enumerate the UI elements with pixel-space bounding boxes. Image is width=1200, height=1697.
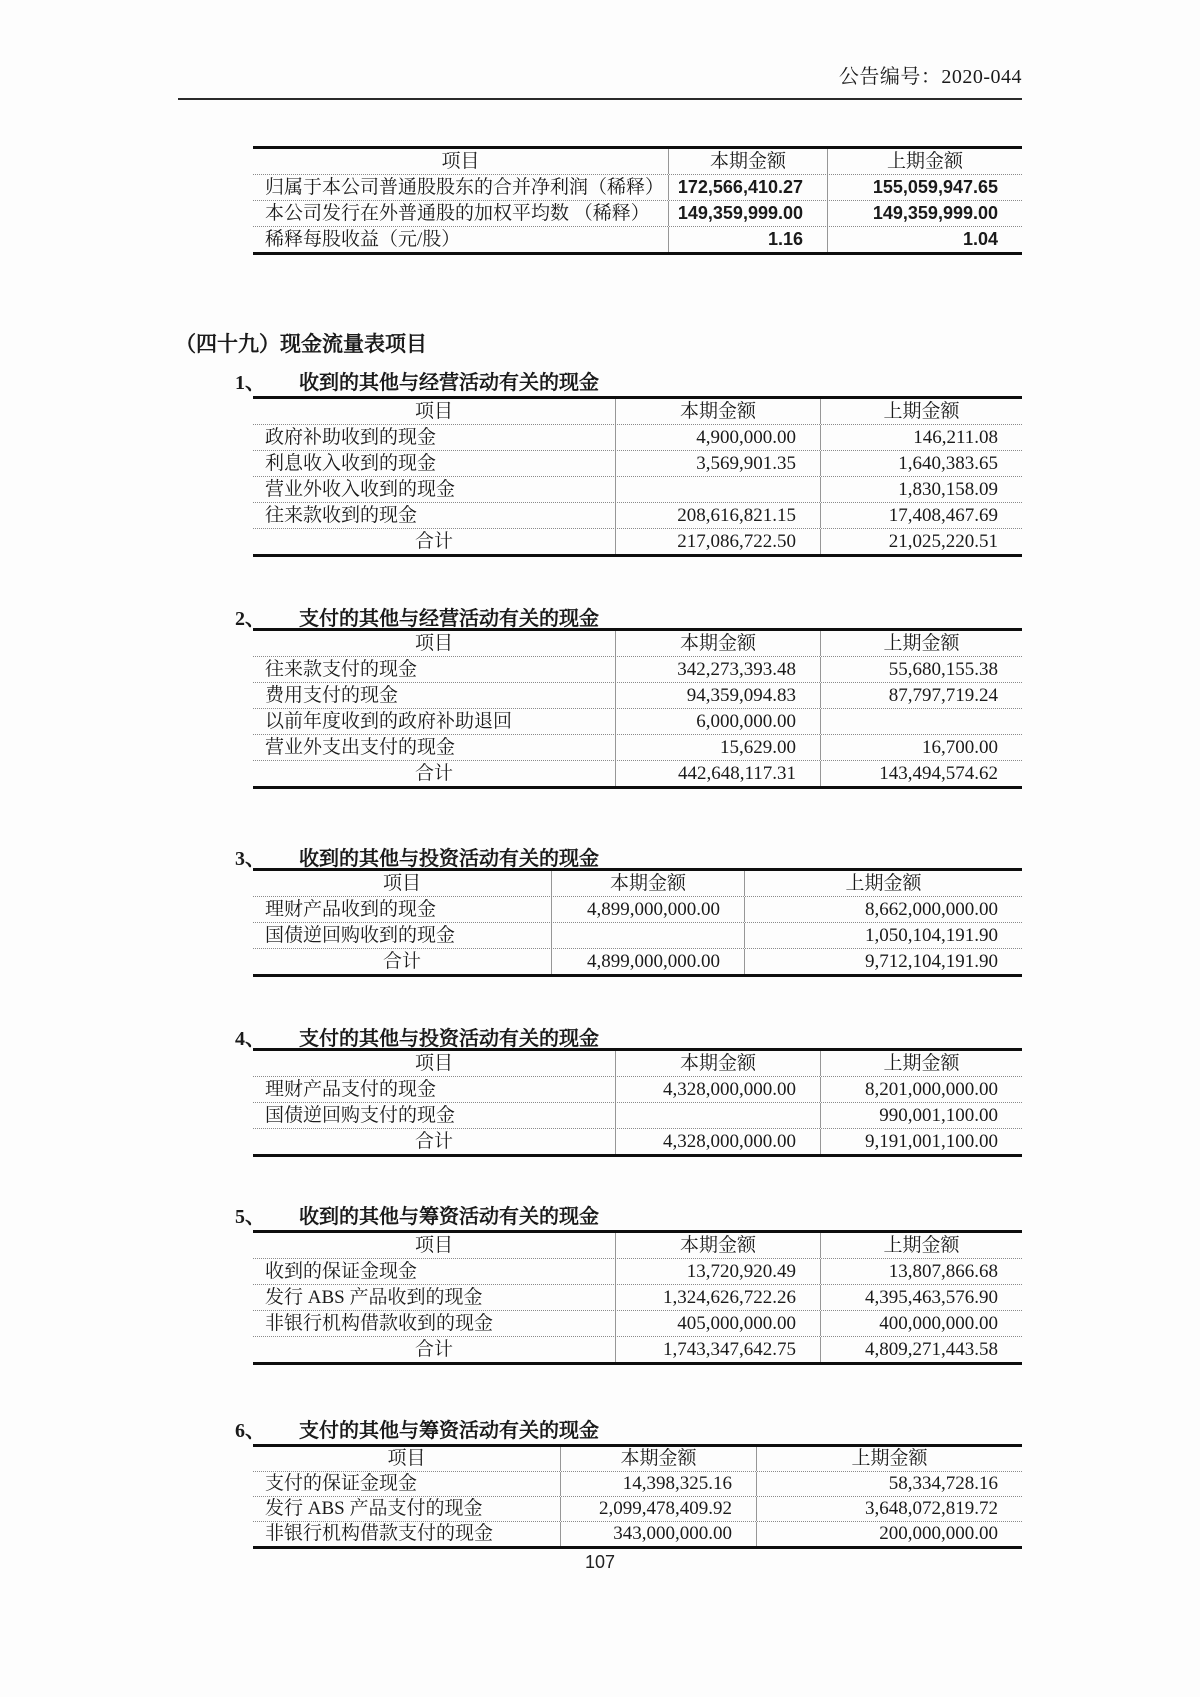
table-row [253, 227, 1022, 252]
cell-item: 合计 [382, 951, 421, 972]
header-cell-item: 项目 [414, 1235, 453, 1256]
cell-prior: 1,830,158.09 [820, 477, 1022, 502]
cell-current: 172,566,410.27 [668, 175, 827, 200]
cell-prior: 149,359,999.00 [827, 201, 1022, 226]
cell-prior: 17,408,467.69 [820, 503, 1022, 528]
cell-current: 4,899,000,000.00 [551, 897, 744, 922]
table-row [253, 1285, 1022, 1311]
header-cell-current: 本期金额 [615, 631, 820, 656]
table-row [253, 897, 1022, 923]
table-investing-payments [253, 1048, 1022, 1157]
cell-item: 国债逆回购支付的现金 [265, 1105, 456, 1126]
cell-item: 非银行机构借款支付的现金 [265, 1523, 494, 1544]
subsection-2-heading [235, 602, 599, 631]
cell-item: 往来款收到的现金 [265, 505, 418, 526]
cell-prior: 9,712,104,191.90 [744, 949, 1022, 974]
cell-item: 非银行机构借款收到的现金 [265, 1313, 494, 1334]
header-cell-prior: 上期金额 [744, 871, 1022, 896]
cell-prior: 4,809,271,443.58 [820, 1337, 1022, 1362]
cell-current: 14,398,325.16 [560, 1472, 756, 1496]
table-row [253, 175, 1022, 201]
table-row [253, 1472, 1022, 1497]
cell-item: 国债逆回购收到的现金 [265, 925, 456, 946]
cell-item: 本公司发行在外普通股的加权平均数 （稀释） [265, 203, 650, 224]
cell-item: 合计 [414, 1131, 453, 1152]
cell-prior: 200,000,000.00 [756, 1522, 1022, 1546]
table-operating-payments [253, 628, 1022, 789]
cell-item: 以前年度收到的政府补助退回 [265, 711, 513, 732]
header-cell-prior: 上期金额 [756, 1447, 1022, 1471]
cell-prior: 1.04 [827, 227, 1022, 252]
cell-item: 营业外支出支付的现金 [265, 737, 456, 758]
cell-prior: 4,395,463,576.90 [820, 1285, 1022, 1310]
header-cell-prior: 上期金额 [827, 149, 1022, 174]
table-row [253, 1103, 1022, 1129]
eps-table [253, 146, 1022, 255]
table-header-row [253, 1051, 1022, 1077]
cell-prior: 13,807,866.68 [820, 1259, 1022, 1284]
header-rule [178, 98, 1022, 100]
cell-item: 合计 [414, 763, 453, 784]
cell-current: 13,720,920.49 [615, 1259, 820, 1284]
header-cell-current: 本期金额 [615, 399, 820, 424]
table-row [253, 709, 1022, 735]
table-header-row [253, 1233, 1022, 1259]
cell-current: 15,629.00 [615, 735, 820, 760]
header-cell-current: 本期金额 [551, 871, 744, 896]
table-header-row [253, 631, 1022, 657]
table-row [253, 425, 1022, 451]
cell-current [615, 477, 820, 502]
subsection-3-number: 3、 [235, 848, 265, 870]
table-row [253, 201, 1022, 227]
cell-current: 4,899,000,000.00 [551, 949, 744, 974]
table-row [253, 735, 1022, 761]
cell-item: 合计 [414, 531, 453, 552]
cell-current: 4,328,000,000.00 [615, 1077, 820, 1102]
cell-current: 6,000,000.00 [615, 709, 820, 734]
cell-current: 208,616,821.15 [615, 503, 820, 528]
cell-item: 合计 [414, 1339, 453, 1360]
cell-item: 利息收入收到的现金 [265, 453, 437, 474]
cell-item: 理财产品收到的现金 [265, 899, 437, 920]
page-number: 107 [584, 1552, 616, 1572]
table-row [253, 451, 1022, 477]
cell-item: 费用支付的现金 [265, 685, 399, 706]
table-header-row [253, 149, 1022, 175]
cell-current: 4,328,000,000.00 [615, 1129, 820, 1154]
cell-current: 343,000,000.00 [560, 1522, 756, 1546]
header-cell-item: 项目 [382, 873, 421, 894]
header-cell-item: 项目 [414, 1053, 453, 1074]
announcement-number: 公告编号：2020-044 [838, 66, 1022, 88]
cell-prior: 8,201,000,000.00 [820, 1077, 1022, 1102]
subsection-5-number: 5、 [235, 1206, 265, 1228]
cell-current: 405,000,000.00 [615, 1311, 820, 1336]
cell-prior: 21,025,220.51 [820, 529, 1022, 554]
header-cell-item: 项目 [414, 401, 453, 422]
table-total-row [253, 949, 1022, 974]
table-row [253, 683, 1022, 709]
cell-item: 理财产品支付的现金 [265, 1079, 437, 1100]
subsection-3-title: 收到的其他与投资活动有关的现金 [299, 848, 599, 870]
cell-current: 217,086,722.50 [615, 529, 820, 554]
cell-current: 3,569,901.35 [615, 451, 820, 476]
subsection-1-heading [235, 366, 599, 395]
header-cell-current: 本期金额 [668, 149, 827, 174]
cell-current: 2,099,478,409.92 [560, 1497, 756, 1521]
cell-prior: 3,648,072,819.72 [756, 1497, 1022, 1521]
table-operating-receipts [253, 396, 1022, 557]
subsection-6-title: 支付的其他与筹资活动有关的现金 [299, 1420, 599, 1442]
cell-current: 442,648,117.31 [615, 761, 820, 786]
cell-current: 1.16 [668, 227, 827, 252]
subsection-2-title: 支付的其他与经营活动有关的现金 [299, 608, 599, 630]
subsection-5-heading [235, 1200, 599, 1229]
header-cell-item: 项目 [441, 151, 480, 172]
subsection-3-heading [235, 842, 599, 871]
cell-current: 1,324,626,722.26 [615, 1285, 820, 1310]
cell-item: 营业外收入收到的现金 [265, 479, 456, 500]
cell-current: 1,743,347,642.75 [615, 1337, 820, 1362]
cell-prior [820, 709, 1022, 734]
cell-item: 发行 ABS 产品支付的现金 [265, 1498, 483, 1519]
cell-current: 94,359,094.83 [615, 683, 820, 708]
subsection-6-number: 6、 [235, 1420, 265, 1442]
cell-prior: 1,050,104,191.90 [744, 923, 1022, 948]
header-cell-prior: 上期金额 [820, 399, 1022, 424]
table-row [253, 1497, 1022, 1522]
subsection-5-title: 收到的其他与筹资活动有关的现金 [299, 1206, 599, 1228]
cell-prior: 990,001,100.00 [820, 1103, 1022, 1128]
cell-prior: 400,000,000.00 [820, 1311, 1022, 1336]
table-header-row [253, 1447, 1022, 1472]
table-total-row [253, 529, 1022, 554]
cell-item: 往来款支付的现金 [265, 659, 418, 680]
header-cell-item: 项目 [414, 633, 453, 654]
table-row [253, 1259, 1022, 1285]
cell-item: 稀释每股收益（元/股） [265, 229, 461, 250]
cell-prior: 55,680,155.38 [820, 657, 1022, 682]
header-cell-current: 本期金额 [615, 1233, 820, 1258]
section-title: （四十九）现金流量表项目 [175, 332, 427, 356]
cell-current: 342,273,393.48 [615, 657, 820, 682]
cell-current [551, 923, 744, 948]
table-row [253, 923, 1022, 949]
table-row [253, 503, 1022, 529]
table-row [253, 1311, 1022, 1337]
table-financing-payments [253, 1444, 1022, 1549]
cell-item: 发行 ABS 产品收到的现金 [265, 1287, 483, 1308]
cell-prior: 155,059,947.65 [827, 175, 1022, 200]
cell-prior: 16,700.00 [820, 735, 1022, 760]
subsection-1-number: 1、 [235, 372, 265, 394]
table-total-row [253, 761, 1022, 786]
subsection-2-number: 2、 [235, 608, 265, 630]
subsection-1-title: 收到的其他与经营活动有关的现金 [299, 372, 599, 394]
table-financing-receipts [253, 1230, 1022, 1365]
table-total-row [253, 1129, 1022, 1154]
table-row [253, 1522, 1022, 1546]
cell-prior: 58,334,728.16 [756, 1472, 1022, 1496]
header-cell-item: 项目 [387, 1448, 426, 1469]
subsection-4-number: 4、 [235, 1028, 265, 1050]
table-header-row [253, 871, 1022, 897]
cell-item: 政府补助收到的现金 [265, 427, 437, 448]
cell-item: 收到的保证金现金 [265, 1261, 418, 1282]
cell-prior: 87,797,719.24 [820, 683, 1022, 708]
header-cell-prior: 上期金额 [820, 1051, 1022, 1076]
table-row [253, 657, 1022, 683]
table-row [253, 1077, 1022, 1103]
header-cell-prior: 上期金额 [820, 631, 1022, 656]
cell-current: 4,900,000.00 [615, 425, 820, 450]
cell-prior: 9,191,001,100.00 [820, 1129, 1022, 1154]
subsection-4-title: 支付的其他与投资活动有关的现金 [299, 1028, 599, 1050]
table-row [253, 477, 1022, 503]
cell-current: 149,359,999.00 [668, 201, 827, 226]
cell-item: 支付的保证金现金 [265, 1473, 418, 1494]
header-cell-current: 本期金额 [560, 1447, 756, 1471]
table-investing-receipts [253, 868, 1022, 977]
table-total-row [253, 1337, 1022, 1362]
cell-current [615, 1103, 820, 1128]
header-cell-current: 本期金额 [615, 1051, 820, 1076]
cell-prior: 143,494,574.62 [820, 761, 1022, 786]
subsection-4-heading [235, 1022, 599, 1051]
table-header-row [253, 399, 1022, 425]
cell-item: 归属于本公司普通股股东的合并净利润（稀释） [265, 177, 665, 198]
cell-prior: 146,211.08 [820, 425, 1022, 450]
cell-prior: 8,662,000,000.00 [744, 897, 1022, 922]
subsection-6-heading [235, 1414, 599, 1443]
cell-prior: 1,640,383.65 [820, 451, 1022, 476]
header-cell-prior: 上期金额 [820, 1233, 1022, 1258]
